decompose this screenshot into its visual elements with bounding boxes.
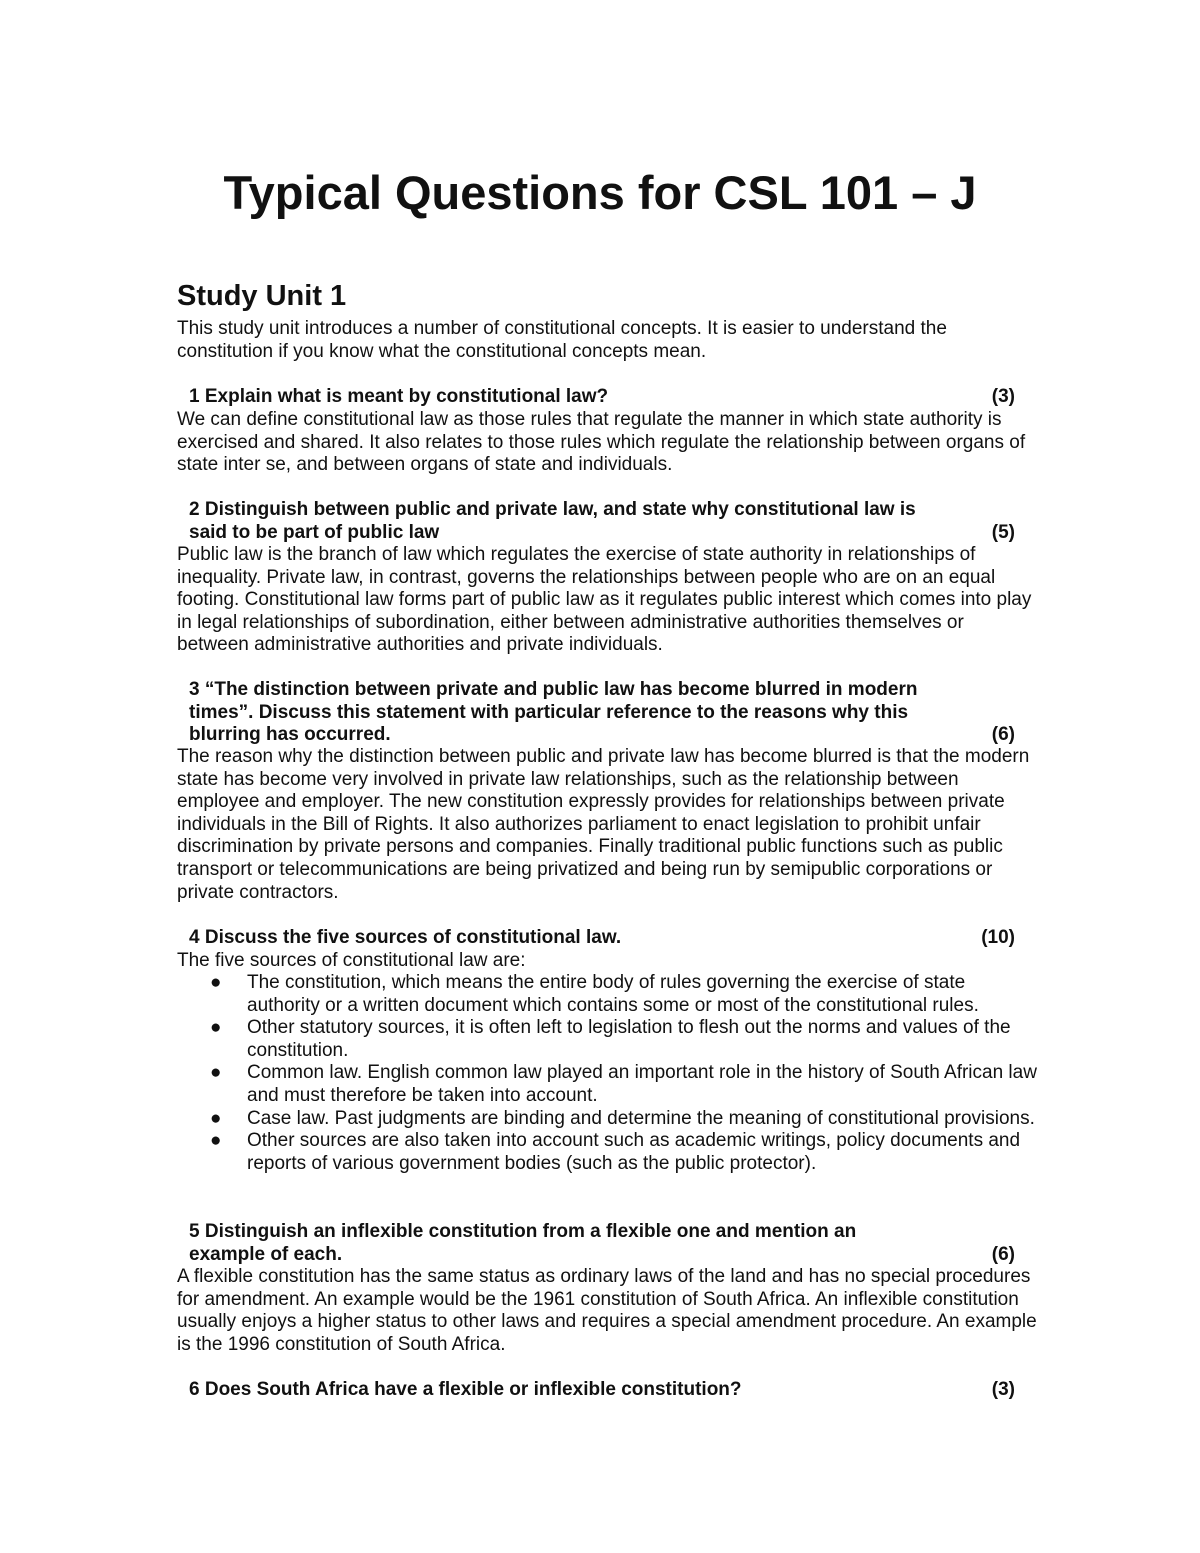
bullet-icon: ●: [210, 1107, 222, 1129]
answer-3: The reason why the distinction between public and private law has become blurred is that the modern state has become very involved in private law relationships, such as the relationship between employee and employer. The new constitution expressly provides for relationships between private individuals in the Bill of Rights. It also authorizes parliament to enact legislation to prohibit unfair discrimination by private persons and companies. Finally traditional public functions such as public transport or telecommunications are being privatized and being run by semipublic corporations or private contractors.: [177, 746, 1030, 903]
question-text: 4 Discuss the five sources of constitutional law.: [189, 927, 622, 948]
bullet-icon: ●: [210, 972, 222, 993]
question-text: blurring has occurred.: [189, 724, 391, 746]
question-6: [189, 1379, 1015, 1402]
bullet-icon: ●: [210, 1017, 222, 1039]
unit-intro: This study unit introduces a number of constitutional concepts. It is easier to understand the constitution if you know what the constitutional concepts mean.: [177, 318, 947, 362]
question-marks: (10): [981, 927, 1015, 948]
bullet-icon: ●: [210, 1062, 222, 1084]
answer-4-lead: The five sources of constitutional law are:: [177, 950, 526, 971]
list-item-text: Other statutory sources, it is often left to legislation to flesh out the norms and values of the constitution.: [247, 1017, 1011, 1061]
question-marks: (6): [991, 724, 1015, 746]
question-5: [189, 1221, 1015, 1266]
document-title: Typical Questions for CSL 101 – J: [223, 166, 977, 219]
list-item: [177, 1130, 1037, 1175]
study-unit-heading: Study Unit 1: [177, 280, 347, 312]
list-item-text: Common law. English common law played an important role in the history of South African law and must therefore be taken into account.: [247, 1062, 1037, 1106]
question-text: 3 “The distinction between private and public law has become blurred in modern: [189, 679, 918, 700]
question-text: example of each.: [189, 1243, 343, 1265]
question-marks: (3): [991, 386, 1015, 407]
question-text: 6 Does South Africa have a flexible or inflexible constitution?: [189, 1379, 742, 1400]
list-item-text: Other sources are also taken into account such as academic writings, policy documents and reports of various government bodies (such as the public protector).: [247, 1130, 1021, 1174]
sources-list: [177, 972, 1037, 1175]
list-item: [177, 1017, 1037, 1062]
question-text: 5 Distinguish an inflexible constitution from a flexible one and mention an: [189, 1221, 857, 1242]
answer-2: Public law is the branch of law which regulates the exercise of state authority in relationships of inequality. Private law, in contrast, governs the relationships between people who are on an equal footing. Constitutional law forms part of public law as it regulates public interest which comes into play in legal relationships of subordination, either between administrative authorities themselves or between administrative authorities and private individuals.: [177, 544, 1032, 656]
question-text: said to be part of public law: [189, 521, 440, 543]
bullet-icon: ●: [210, 1130, 222, 1152]
question-text: times”. Discuss this statement with particular reference to the reasons why this: [189, 701, 909, 723]
list-item: [177, 1062, 1037, 1107]
question-text: 1 Explain what is meant by constitutional law?: [189, 386, 609, 407]
question-marks: (6): [991, 1243, 1015, 1265]
question-marks: (3): [991, 1379, 1015, 1400]
list-item: [177, 1108, 1037, 1131]
question-2: [189, 499, 1015, 544]
answer-5: A flexible constitution has the same status as ordinary laws of the land and has no special procedures for amendment. An example would be the 1961 constitution of South Africa. An inflexible constitution usually enjoys a higher status to other laws and requires a special amendment procedure. An example is the 1996 constitution of South Africa.: [177, 1266, 1037, 1355]
list-item-text: Case law. Past judgments are binding and determine the meaning of constitutional provisions.: [247, 1107, 1035, 1129]
question-1: [189, 386, 1015, 409]
question-text: 2 Distinguish between public and private law, and state why constitutional law is: [189, 499, 916, 520]
answer-1: We can define constitutional law as those rules that regulate the manner in which state authority is exercised and shared. It also relates to those rules which regulate the relationship between organs of state inter se, and between organs of state and individuals.: [177, 409, 1026, 476]
list-item-text: The constitution, which means the entire body of rules governing the exercise of state authority or a written document which contains some or most of the constitutional rules.: [247, 972, 979, 1016]
question-3: [189, 679, 1015, 747]
list-item: [177, 972, 1037, 1017]
question-marks: (5): [991, 521, 1015, 543]
question-4: [189, 927, 1015, 950]
